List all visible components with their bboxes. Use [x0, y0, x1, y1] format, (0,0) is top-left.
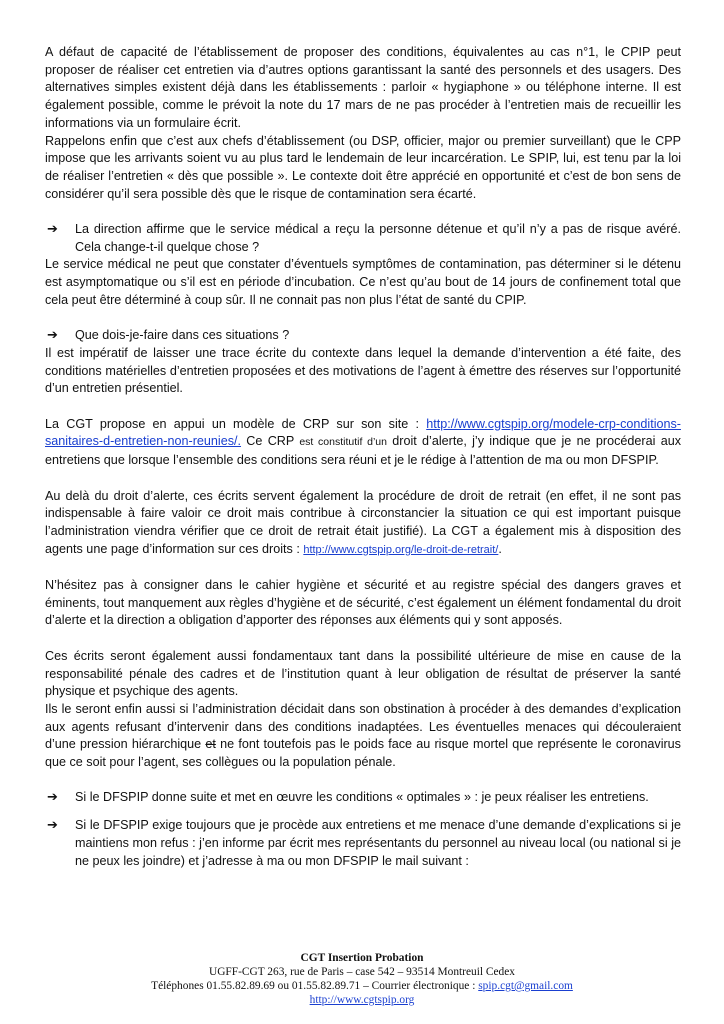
- footer-website-link[interactable]: http://www.cgtspip.org: [309, 994, 415, 1006]
- paragraph-alternatives: A défaut de capacité de l’établissement de proposer des conditions, équivalentes au cas n°1, le CPIP peut proposer de réaliser cet entretien via d’autres options garantissant la santé des personnels et des usagers. Des alternatives simples existent déjà dans les établissements : parloir « hygiaphone » ou téléphone interne. Il est également possible, comme le prévoit la note du 17 mars de ne pas procéder à l’entretien mais de recueillir les informations via un formulaire écrit.: [45, 45, 681, 130]
- paragraph-ecrits: Ces écrits seront également aussi fondamentaux tant dans la possibilité ultérieure de mise en cause de la responsabilité pénale des cadres et de l’institution quant à leur obligation de résultat de préserver la santé physique et psychique des agents.: [45, 648, 681, 699]
- paragraph-registre: N’hésitez pas à consigner dans le cahier hygiène et sécurité et au registre spécial des dangers graves et éminents, tout manquement aux règles d’hygiène et de sécurité, c’est également un élément fondamental du droit d’alerte et la direction a obligation d’apporter des réponses aux éléments qui y sont apposés.: [45, 578, 681, 628]
- arrow-right-icon: ➔: [47, 818, 58, 834]
- paragraph-rappel: Rappelons enfin que c’est aux chefs d’établissement (ou DSP, officier, major ou premier surveillant) que le CPP impose que les arrivants soient vu au plus tard le lendemain de leur incarcération. Le SPIP, lui, est tenu par la loi de réaliser l’entretien « dès que possible ». Le contexte doit être apprécié en opportunité et c’est de bon sens de considérer qu’il sera possible dès que le risque de contamination sera écarté.: [45, 133, 681, 201]
- question-medical: [45, 221, 681, 256]
- footer-contact: Téléphones 01.55.82.89.69 ou 01.55.82.89.71 – Courrier électronique : spip.cgt@gmail.com: [151, 980, 573, 992]
- footer-organization: CGT Insertion Probation: [300, 952, 424, 964]
- paragraph-explications: Ils le seront enfin aussi si l’administration décidait dans son obstination à procéder à des demandes d’explication aux agents refusant d’intervenir dans des conditions inadaptées. Les éventuelles menaces qui découleraient d’une pression hiérarchique et ne font toutefois pas le poids face au risque mortel que représente le coronavirus que ce soit pour l’agent, ses collègues ou la population pénale.: [45, 701, 681, 770]
- paragraph-crp: La CGT propose en appui un modèle de CRP sur son site : http://www.cgtspip.org/modele-crp-conditions-sanitaires-d-entretien-non-reunies/. Ce CRP est constitutif d’un droit d’alerte, j’y indique que je ne procéderai aux entretiens que lorsque l’ensemble des conditions sera réuni et je le rédige à l’attention de ma ou mon DFSPIP.: [45, 416, 681, 468]
- question-medical-text: La direction affirme que le service médical a reçu la personne détenue et qu’il n’y a pas de risque avéré. Cela change-t-il quelque chose ?: [75, 222, 681, 254]
- page-footer: [0, 951, 724, 1007]
- droit-de-retrait-link[interactable]: http://www.cgtspip.org/le-droit-de-retrait/: [303, 543, 499, 556]
- bullet-refus-maintenu: ➔ Si le DFSPIP exige toujours que je procède aux entretiens et me menace d’une demande d’explications si je maintiens mon refus : j’en informe par écrit mes représentants du personnel au niveau local (ou national si je ne peux les joindre) et j’adresse à ma ou mon DFSPIP le mail suivant :: [45, 817, 681, 870]
- question-what-to-do-text: Que dois-je-faire dans ces situations ?: [75, 328, 290, 343]
- crp-model-link[interactable]: http://www.cgtspip.org/modele-crp-conditions-sanitaires-d-entretien-non-reunies/.: [45, 416, 681, 449]
- arrow-right-icon: ➔: [47, 328, 58, 344]
- paragraph-droit-alerte: Au delà du droit d’alerte, ces écrits servent également la procédure de droit de retrait (en effet, il ne sont pas indispensable à faire valoir ce droit mais contribue à circonstancier la situation ce qui est important puisque l’administration viendra vérifier que ce droit de retrait était justifié). La CGT a également mis à disposition des agents une page d’information sur ces droits : http://www.cgtspip.org/le-droit-de-retrait/.: [45, 488, 681, 556]
- bullet-conditions-optimales: ➔ Si le DFSPIP donne suite et met en œuvre les conditions « optimales » : je peux réaliser les entretiens.: [47, 790, 649, 806]
- answer-what-to-do: Il est impératif de laisser une trace écrite du contexte dans lequel la demande d’intervention a été faite, des conditions matérielles d’entretien proposées et des motivations de l’agent à émettre des réserves sur l’opportunité d’un entretien présentiel.: [45, 345, 681, 396]
- arrow-right-icon: ➔: [47, 790, 58, 806]
- arrow-right-icon: ➔: [47, 222, 58, 238]
- footer-address: UGFF-CGT 263, rue de Paris – case 542 – 93514 Montreuil Cedex: [208, 966, 516, 978]
- footer-email-link[interactable]: spip.cgt@gmail.com: [478, 980, 573, 992]
- document-body: [45, 44, 681, 870]
- question-what-to-do: [45, 327, 681, 345]
- answer-medical: Le service médical ne peut que constater d’éventuels symptômes de contamination, pas déterminer si le détenu est asymptomatique ou s’il est en période d’incubation. Ce n’est qu’au bout de 14 jours de confinement total que cela peut être déterminé à coup sûr. Il ne connait pas non plus l’état de santé du CPIP.: [45, 257, 681, 307]
